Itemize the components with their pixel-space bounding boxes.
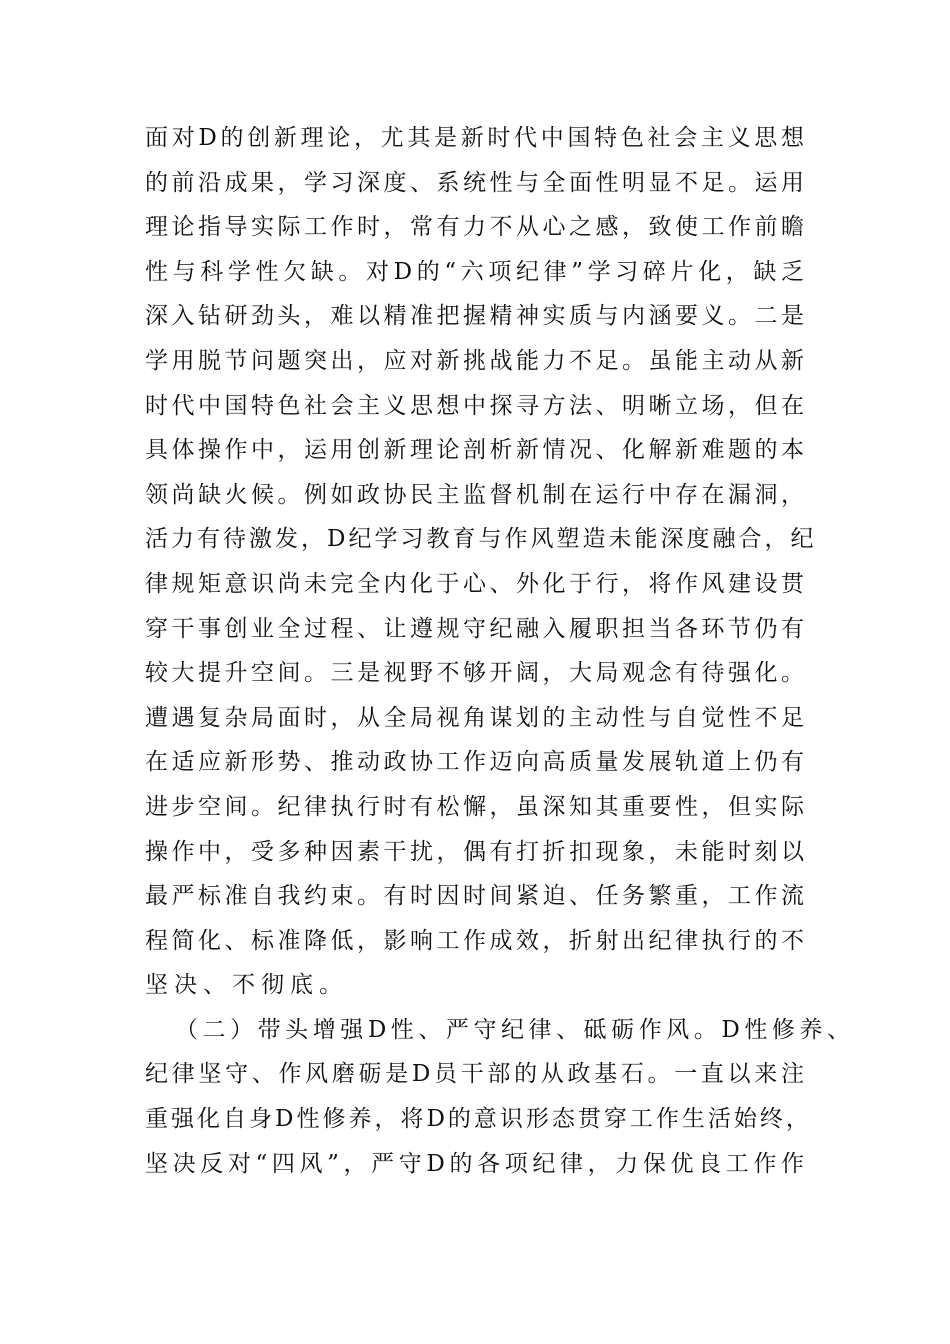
text-line: 纪律坚守、作风磨砺是D员干部的从政基石。一直以来注 [145, 1061, 807, 1088]
text-line: 面对D的创新理论，尤其是新时代中国特色社会主义思想 [145, 125, 807, 151]
text-line: 最严标准自我约束。有时因时间紧迫、任务繁重，工作流 [145, 883, 807, 910]
paragraph-1 [145, 116, 817, 1008]
text-line: 在适应新形势、推动政协工作迈向高质量发展轨道上仍有 [145, 749, 807, 776]
text-line: 较大提升空间。三是视野不够开阔，大局观念有待强化。 [145, 660, 807, 687]
text-line: 遭遇复杂局面时，从全局视角谋划的主动性与自觉性不足 [145, 704, 807, 731]
paragraph-2 [145, 1008, 853, 1186]
text-line: 穿干事创业全过程、让遵规守纪融入履职担当各环节仍有 [145, 615, 807, 642]
text-line: 坚决、不彻底。 [145, 972, 348, 999]
text-line: 程简化、标准降低，影响工作成效，折射出纪律执行的不 [145, 927, 807, 954]
text-line: 的前沿成果，学习深度、系统性与全面性明显不足。运用 [145, 169, 807, 196]
text-line: 律规矩意识尚未完全内化于心、外化于行，将作风建设贯 [145, 570, 807, 597]
section-heading-line: （二）带头增强D性、严守纪律、砥砺作风。D性修养、 [175, 1016, 853, 1043]
body-text [145, 116, 853, 1186]
text-line: 理论指导实际工作时，常有力不从心之感，致使工作前瞻 [145, 214, 807, 241]
text-line: 时代中国特色社会主义思想中探寻方法、明晰立场，但在 [145, 392, 807, 419]
text-line: 性与科学性欠缺。对D的“六项纪律”学习碎片化，缺乏 [145, 258, 807, 285]
text-line: 深入钻研劲头，难以精准把握精神实质与内涵要义。二是 [145, 303, 807, 330]
text-line: 进步空间。纪律执行时有松懈，虽深知其重要性，但实际 [145, 793, 807, 820]
text-line: 具体操作中，运用创新理论剖析新情况、化解新难题的本 [145, 437, 807, 464]
text-line: 操作中，受多种因素干扰，偶有打折扣现象，未能时刻以 [145, 838, 807, 865]
text-line: 活力有待激发，D纪学习教育与作风塑造未能深度融合，纪 [145, 526, 817, 553]
text-line: 领尚缺火候。例如政协民主监督机制在运行中存在漏洞， [145, 481, 807, 508]
text-line: 重强化自身D性修养，将D的意识形态贯穿工作生活始终， [145, 1106, 812, 1133]
text-line: 坚决反对“四风”，严守D的各项纪律，力保优良工作作 [145, 1150, 807, 1177]
text-line: 学用脱节问题突出，应对新挑战能力不足。虽能主动从新 [145, 347, 807, 374]
